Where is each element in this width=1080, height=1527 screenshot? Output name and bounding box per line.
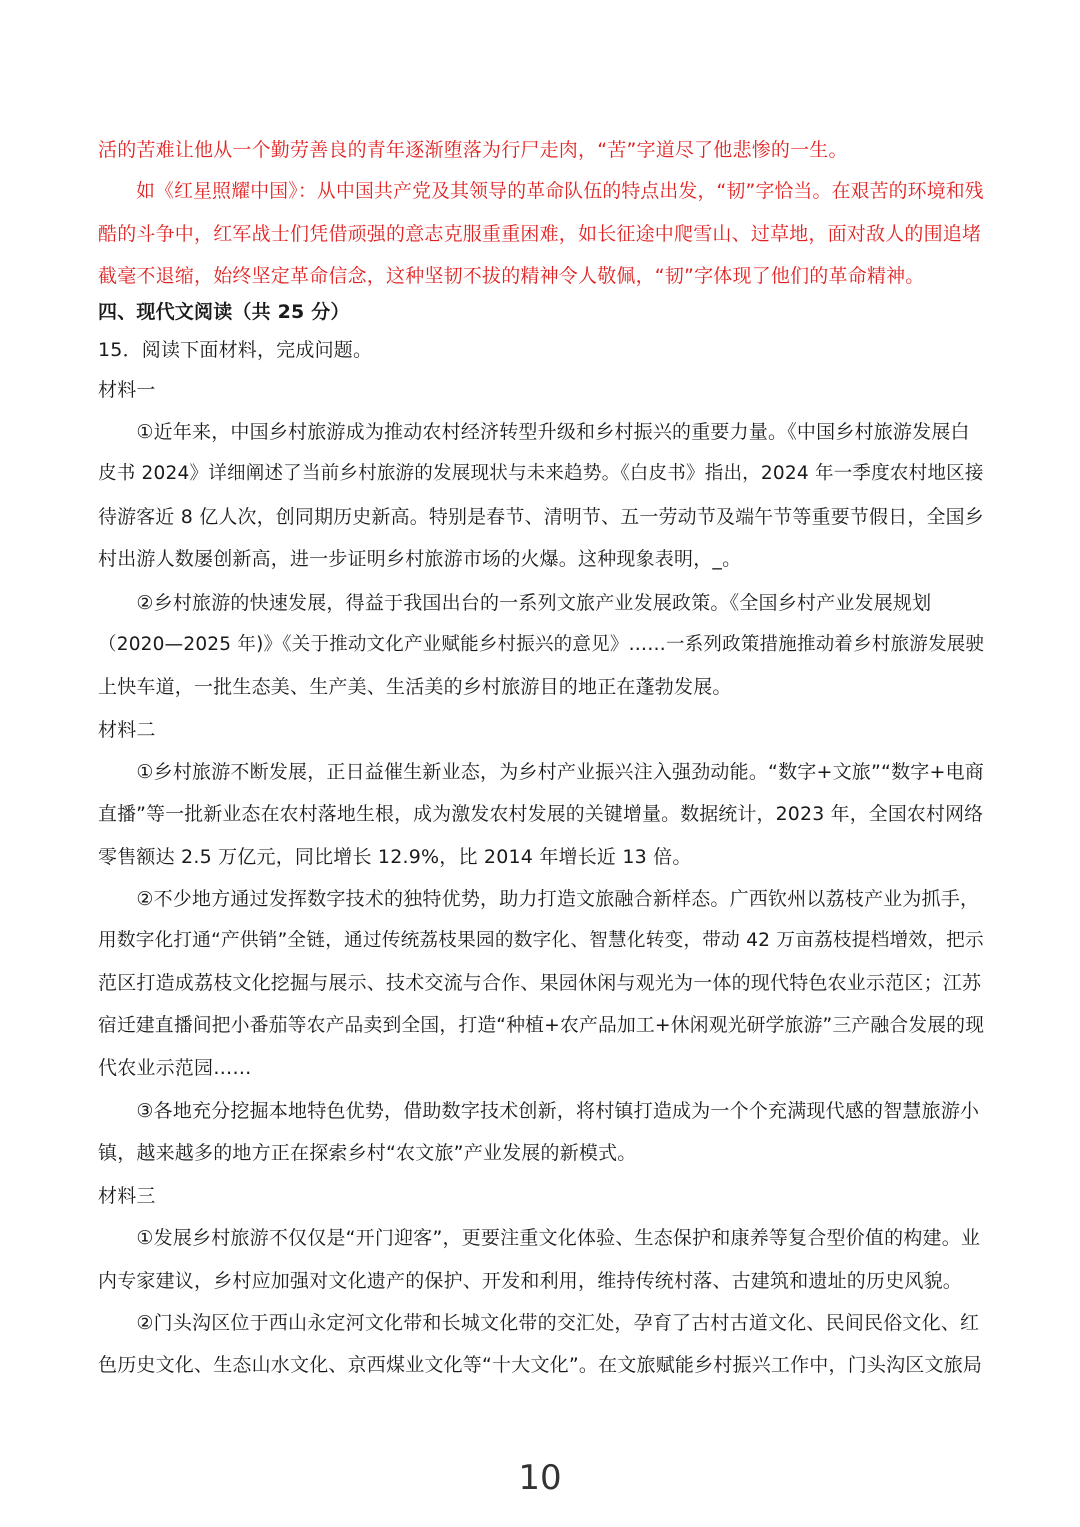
answer-line: 如《红星照耀中国》：从中国共产党及其领导的革命队伍的特点出发，“韧”字恰当。在艰苦的环境和残 [98,181,984,202]
paragraph-line: 上快车道，一批生态美、生产美、生活美的乡村旅游目的地正在蓬勃发展。 [98,676,732,698]
paragraph-line: 村出游人数屡创新高，进一步证明乡村旅游市场的火爆。这种现象表明，_。 [98,548,742,570]
answer-line: 截毫不退缩，始终坚定革命信念，这种坚韧不拔的精神令人敬佩，“韧”字体现了他们的革命精神。 [98,265,925,287]
paragraph-line: ②乡村旅游的快速发展，得益于我国出台的一系列文旅产业发展政策。《全国乡村产业发展规划 [98,592,932,614]
paragraph-line: 皮书 2024》详细阐述了当前乡村旅游的发展现状与未来趋势。《白皮书》指出，2024 年一季度农村地区接 [98,463,984,484]
paragraph-line: 宿迁建直播间把小番茄等农产品卖到全国，打造“种植+农产品加工+休闲观光研学旅游”三产融合发展的现 [98,1015,985,1036]
material-title: 材料二 [98,719,156,741]
paragraph-line: ①乡村旅游不断发展，正日益催生新业态，为乡村产业振兴注入强劲动能。“数字+文旅”“数字+电商 [98,761,985,783]
paragraph-line: 范区打造成荔枝文化挖掘与展示、技术交流与合作、果园休闲与观光为一体的现代特色农业示范区；江苏 [98,972,982,994]
answer-line: 酷的斗争中，红军战士们凭借顽强的意志克服重重困难，如长征途中爬雪山、过草地，面对敌人的围追堵 [98,223,982,245]
paragraph-line: ③各地充分挖掘本地特色优势，借助数字技术创新，将村镇打造成为一个个充满现代感的智慧旅游小 [98,1100,980,1122]
paragraph-line: 用数字化打通“产供销”全链，通过传统荔枝果园的数字化、智慧化转变，带动 42 万亩荔枝提档增效，把示 [98,930,984,951]
section-heading: 四、现代文阅读（共 25 分） [98,301,350,323]
paragraph-line: 镇，越来越多的地方正在探索乡村“农文旅”产业发展的新模式。 [98,1142,637,1164]
paragraph-line: 代农业示范园…… [98,1057,252,1079]
paragraph-line: （2020—2025 年)》《关于推动文化产业赋能乡村振兴的意见》……一系列政策措施推动着乡村旅游发展驶 [98,634,985,655]
paragraph-line: 内专家建议，乡村应加强对文化遗产的保护、开发和利用，维持传统村落、古建筑和遗址的历史风貌。 [98,1270,963,1292]
question-prompt: 15．阅读下面材料，完成问题。 [98,339,373,361]
paragraph-line: 直播”等一批新业态在农村落地生根，成为激发农村发展的关键增量。数据统计，2023 年，全国农村网络 [98,803,984,825]
paragraph-line: 零售额达 2.5 万亿元，同比增长 12.9%，比 2014 年增长近 13 倍。 [98,846,692,868]
paragraph-line: 色历史文化、生态山水文化、京西煤业文化等“十大文化”。在文旅赋能乡村振兴工作中，门头沟区文旅局 [98,1354,983,1376]
paragraph-line: 待游客近 8 亿人次，创同期历史新高。特别是春节、清明节、五一劳动节及端午节等重要节假日，全国乡 [98,506,984,528]
page-number: 10 [518,1458,562,1498]
paragraph-line: ①近年来，中国乡村旅游成为推动农村经济转型升级和乡村振兴的重要力量。《中国乡村旅游发展白 [98,421,970,443]
paragraph-line: ②不少地方通过发挥数字技术的独特优势，助力打造文旅融合新样态。广西钦州以荔枝产业为抓手， [98,888,980,910]
paragraph-line: ②门头沟区位于西山永定河文化带和长城文化带的交汇处，孕育了古村古道文化、民间民俗文化、红 [98,1312,980,1334]
material-title: 材料一 [98,379,156,401]
answer-line: 活的苦难让他从一个勤劳善良的青年逐渐堕落为行尸走肉，“苦”字道尽了他悲惨的一生。 [98,139,848,161]
material-title: 材料三 [98,1185,156,1207]
paragraph-line: ①发展乡村旅游不仅仅是“开门迎客”，更要注重文化体验、生态保护和康养等复合型价值的构建。业 [98,1227,981,1249]
